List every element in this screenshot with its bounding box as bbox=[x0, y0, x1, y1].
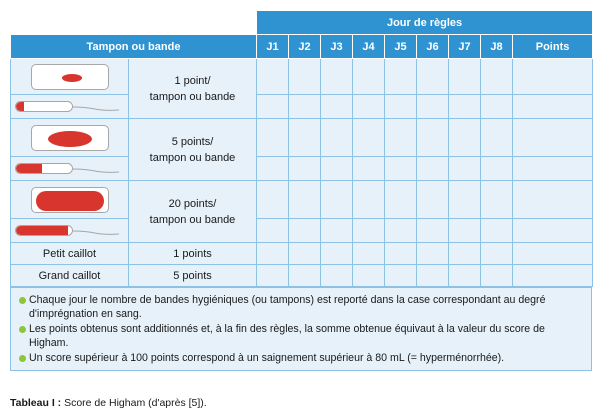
row1a-day-cell[interactable] bbox=[481, 59, 513, 95]
grand-day-cell[interactable] bbox=[353, 265, 385, 287]
row3a-day-cell[interactable] bbox=[449, 181, 481, 219]
row2b-day-cell[interactable] bbox=[321, 157, 353, 181]
header-blank bbox=[11, 11, 257, 35]
row2a-day-cell[interactable] bbox=[353, 119, 385, 157]
row3b-day-cell[interactable] bbox=[257, 219, 289, 243]
tampon-medium-icon bbox=[15, 162, 125, 176]
row3a-day-cell[interactable] bbox=[385, 181, 417, 219]
pad-medium-cell bbox=[11, 119, 129, 157]
higham-score-table bbox=[10, 10, 593, 287]
tampon-light-icon bbox=[15, 100, 125, 114]
row3-points-label bbox=[129, 181, 257, 243]
petit-points-cell[interactable] bbox=[513, 243, 593, 265]
row2a-day-cell[interactable] bbox=[321, 119, 353, 157]
row1a-day-cell[interactable] bbox=[289, 59, 321, 95]
grand-caillot-points: 5 points bbox=[129, 265, 257, 287]
note-item bbox=[19, 351, 583, 365]
row1a-day-cell[interactable] bbox=[449, 59, 481, 95]
note-text-3: Un score supérieur à 100 points correspond à un saignement supérieur à 80 mL (= hyperménorrhée). bbox=[29, 352, 505, 364]
row3a-day-cell[interactable] bbox=[417, 181, 449, 219]
row2a-day-cell[interactable] bbox=[385, 119, 417, 157]
bullet-icon bbox=[19, 326, 26, 333]
row2a-points-cell[interactable] bbox=[513, 119, 593, 157]
row2b-day-cell[interactable] bbox=[289, 157, 321, 181]
note-item bbox=[19, 322, 583, 350]
header-day-5: J5 bbox=[385, 35, 417, 59]
row3b-points-cell[interactable] bbox=[513, 219, 593, 243]
row3a-day-cell[interactable] bbox=[257, 181, 289, 219]
petit-day-cell[interactable] bbox=[289, 243, 321, 265]
header-day-1: J1 bbox=[257, 35, 289, 59]
grand-day-cell[interactable] bbox=[257, 265, 289, 287]
grand-day-cell[interactable] bbox=[449, 265, 481, 287]
row2b-points-cell[interactable] bbox=[513, 157, 593, 181]
header-day-2: J2 bbox=[289, 35, 321, 59]
row3b-day-cell[interactable] bbox=[417, 219, 449, 243]
row1b-points-cell[interactable] bbox=[513, 95, 593, 119]
tampon-heavy-icon bbox=[15, 224, 125, 238]
grand-points-cell[interactable] bbox=[513, 265, 593, 287]
grand-day-cell[interactable] bbox=[321, 265, 353, 287]
petit-day-cell[interactable] bbox=[353, 243, 385, 265]
higham-table-wrap bbox=[10, 10, 592, 371]
pad-light-icon bbox=[31, 64, 109, 90]
tampon-medium-cell bbox=[11, 157, 129, 181]
row2a-day-cell[interactable] bbox=[257, 119, 289, 157]
notes-box bbox=[10, 287, 592, 371]
row2a-day-cell[interactable] bbox=[481, 119, 513, 157]
row3b-day-cell[interactable] bbox=[289, 219, 321, 243]
bullet-icon bbox=[19, 355, 26, 362]
row2b-day-cell[interactable] bbox=[353, 157, 385, 181]
row1b-day-cell[interactable] bbox=[289, 95, 321, 119]
row3a-day-cell[interactable] bbox=[481, 181, 513, 219]
petit-day-cell[interactable] bbox=[385, 243, 417, 265]
row1a-day-cell[interactable] bbox=[385, 59, 417, 95]
row1b-day-cell[interactable] bbox=[449, 95, 481, 119]
bullet-icon bbox=[19, 297, 26, 304]
row2b-day-cell[interactable] bbox=[417, 157, 449, 181]
header-day-3: J3 bbox=[321, 35, 353, 59]
row2b-day-cell[interactable] bbox=[449, 157, 481, 181]
table-caption bbox=[10, 397, 207, 409]
note-text-2: Les points obtenus sont additionnés et, à la fin des règles, la somme obtenue équivaut à la valeur du score de Higham. bbox=[29, 323, 545, 349]
row1b-day-cell[interactable] bbox=[385, 95, 417, 119]
pad-heavy-icon bbox=[31, 187, 109, 213]
caption-text: Score de Higham (d'après [5]). bbox=[61, 397, 207, 409]
row3a-day-cell[interactable] bbox=[289, 181, 321, 219]
petit-day-cell[interactable] bbox=[481, 243, 513, 265]
row1a-day-cell[interactable] bbox=[321, 59, 353, 95]
petit-day-cell[interactable] bbox=[449, 243, 481, 265]
row2-points-label bbox=[129, 119, 257, 181]
row3a-day-cell[interactable] bbox=[353, 181, 385, 219]
row1-line1: 1 point/ bbox=[174, 74, 211, 87]
grand-day-cell[interactable] bbox=[385, 265, 417, 287]
row2-line2: tampon ou bande bbox=[149, 151, 236, 164]
row1a-day-cell[interactable] bbox=[417, 59, 449, 95]
row1b-day-cell[interactable] bbox=[481, 95, 513, 119]
row2a-day-cell[interactable] bbox=[289, 119, 321, 157]
pad-medium-icon bbox=[31, 125, 109, 151]
grand-caillot-label: Grand caillot bbox=[11, 265, 129, 287]
tampon-heavy-cell bbox=[11, 219, 129, 243]
petit-caillot-points: 1 points bbox=[129, 243, 257, 265]
row3a-points-cell[interactable] bbox=[513, 181, 593, 219]
grand-day-cell[interactable] bbox=[481, 265, 513, 287]
row3b-day-cell[interactable] bbox=[321, 219, 353, 243]
header-tampon-ou-bande: Tampon ou bande bbox=[11, 35, 257, 59]
row3-line1: 20 points/ bbox=[168, 197, 217, 210]
row3a-day-cell[interactable] bbox=[321, 181, 353, 219]
petit-day-cell[interactable] bbox=[321, 243, 353, 265]
row3b-day-cell[interactable] bbox=[481, 219, 513, 243]
row1b-day-cell[interactable] bbox=[353, 95, 385, 119]
row3-line2: tampon ou bande bbox=[149, 213, 236, 226]
row2a-day-cell[interactable] bbox=[417, 119, 449, 157]
note-item bbox=[19, 293, 583, 321]
row3b-day-cell[interactable] bbox=[385, 219, 417, 243]
row2b-day-cell[interactable] bbox=[257, 157, 289, 181]
pad-light-cell bbox=[11, 59, 129, 95]
header-day-8: J8 bbox=[481, 35, 513, 59]
petit-day-cell[interactable] bbox=[257, 243, 289, 265]
header-points: Points bbox=[513, 35, 593, 59]
row1b-day-cell[interactable] bbox=[321, 95, 353, 119]
row2-line1: 5 points/ bbox=[171, 135, 214, 148]
petit-day-cell[interactable] bbox=[417, 243, 449, 265]
row3b-day-cell[interactable] bbox=[353, 219, 385, 243]
row1b-day-cell[interactable] bbox=[417, 95, 449, 119]
note-text-1: Chaque jour le nombre de bandes hygiéniques (ou tampons) est reporté dans la case correspondant au degré d'imprégnation en sang. bbox=[29, 294, 546, 320]
grand-day-cell[interactable] bbox=[289, 265, 321, 287]
header-jour-de-regles: Jour de règles bbox=[257, 11, 593, 35]
row1a-day-cell[interactable] bbox=[353, 59, 385, 95]
row2b-day-cell[interactable] bbox=[481, 157, 513, 181]
row2b-day-cell[interactable] bbox=[385, 157, 417, 181]
pad-heavy-cell bbox=[11, 181, 129, 219]
header-day-6: J6 bbox=[417, 35, 449, 59]
row2a-day-cell[interactable] bbox=[449, 119, 481, 157]
row1-points-label bbox=[129, 59, 257, 119]
row3b-day-cell[interactable] bbox=[449, 219, 481, 243]
tampon-light-cell bbox=[11, 95, 129, 119]
header-day-4: J4 bbox=[353, 35, 385, 59]
row1b-day-cell[interactable] bbox=[257, 95, 289, 119]
row1a-day-cell[interactable] bbox=[257, 59, 289, 95]
caption-label: Tableau I : bbox=[10, 397, 62, 409]
grand-day-cell[interactable] bbox=[417, 265, 449, 287]
header-day-7: J7 bbox=[449, 35, 481, 59]
row1a-points-cell[interactable] bbox=[513, 59, 593, 95]
row1-line2: tampon ou bande bbox=[149, 90, 236, 103]
petit-caillot-label: Petit caillot bbox=[11, 243, 129, 265]
